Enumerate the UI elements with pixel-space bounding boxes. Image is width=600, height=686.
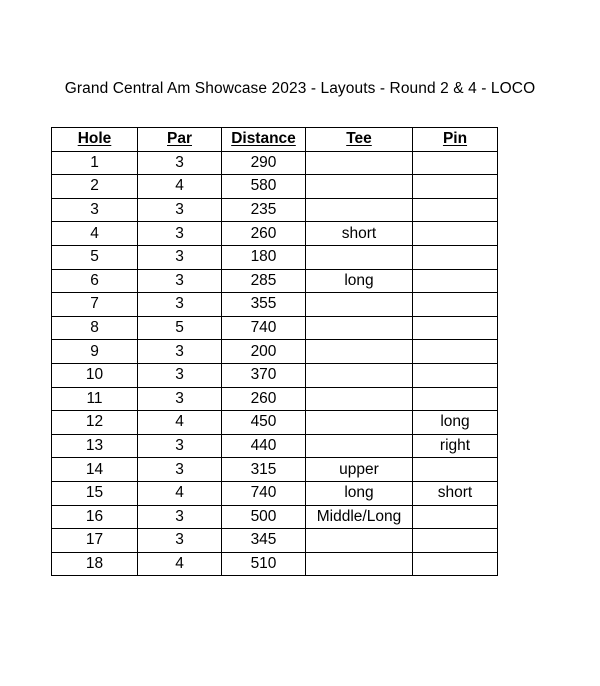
distance-cell: 345 — [222, 529, 306, 553]
table-row — [52, 151, 498, 175]
hole-cell: 2 — [52, 175, 138, 199]
tee-cell — [306, 363, 413, 387]
hole-cell: 8 — [52, 316, 138, 340]
par-cell: 3 — [138, 529, 222, 553]
tee-cell: short — [306, 222, 413, 246]
par-cell: 3 — [138, 458, 222, 482]
par-cell: 3 — [138, 505, 222, 529]
tee-cell — [306, 387, 413, 411]
column-header-par: Par — [138, 128, 222, 152]
distance-cell: 290 — [222, 151, 306, 175]
par-cell: 3 — [138, 269, 222, 293]
par-cell: 4 — [138, 552, 222, 576]
pin-cell — [413, 552, 498, 576]
table-row — [52, 269, 498, 293]
column-header-pin: Pin — [413, 128, 498, 152]
hole-cell: 6 — [52, 269, 138, 293]
hole-cell: 14 — [52, 458, 138, 482]
tee-cell — [306, 245, 413, 269]
table-row — [52, 198, 498, 222]
table-row — [52, 505, 498, 529]
pin-cell — [413, 458, 498, 482]
hole-cell: 4 — [52, 222, 138, 246]
hole-cell: 12 — [52, 411, 138, 435]
par-cell: 3 — [138, 387, 222, 411]
hole-cell: 17 — [52, 529, 138, 553]
tee-cell — [306, 293, 413, 317]
pin-cell — [413, 269, 498, 293]
table-row — [52, 434, 498, 458]
table-row — [52, 529, 498, 553]
distance-cell: 580 — [222, 175, 306, 199]
par-cell: 3 — [138, 198, 222, 222]
pin-cell — [413, 387, 498, 411]
tee-cell: long — [306, 269, 413, 293]
pin-cell — [413, 198, 498, 222]
table-row — [52, 481, 498, 505]
table-row — [52, 316, 498, 340]
distance-cell: 285 — [222, 269, 306, 293]
hole-cell: 11 — [52, 387, 138, 411]
hole-cell: 7 — [52, 293, 138, 317]
table-row — [52, 175, 498, 199]
distance-cell: 260 — [222, 387, 306, 411]
table-row — [52, 411, 498, 435]
distance-cell: 355 — [222, 293, 306, 317]
pin-cell — [413, 363, 498, 387]
layout-table — [51, 127, 498, 576]
hole-cell: 13 — [52, 434, 138, 458]
pin-cell — [413, 151, 498, 175]
pin-cell — [413, 175, 498, 199]
tee-cell — [306, 552, 413, 576]
column-header-tee: Tee — [306, 128, 413, 152]
hole-cell: 18 — [52, 552, 138, 576]
par-cell: 3 — [138, 340, 222, 364]
par-cell: 4 — [138, 411, 222, 435]
distance-cell: 180 — [222, 245, 306, 269]
table-row — [52, 552, 498, 576]
tee-cell — [306, 434, 413, 458]
distance-cell: 740 — [222, 316, 306, 340]
table-row — [52, 340, 498, 364]
tee-cell — [306, 411, 413, 435]
hole-cell: 5 — [52, 245, 138, 269]
hole-cell: 15 — [52, 481, 138, 505]
distance-cell: 200 — [222, 340, 306, 364]
hole-cell: 3 — [52, 198, 138, 222]
tee-cell: Middle/Long — [306, 505, 413, 529]
distance-cell: 260 — [222, 222, 306, 246]
tee-cell — [306, 316, 413, 340]
distance-cell: 740 — [222, 481, 306, 505]
pin-cell — [413, 505, 498, 529]
tee-cell — [306, 198, 413, 222]
pin-cell — [413, 293, 498, 317]
hole-cell: 10 — [52, 363, 138, 387]
distance-cell: 500 — [222, 505, 306, 529]
table-row — [52, 458, 498, 482]
par-cell: 3 — [138, 293, 222, 317]
distance-cell: 370 — [222, 363, 306, 387]
distance-cell: 510 — [222, 552, 306, 576]
hole-cell: 16 — [52, 505, 138, 529]
distance-cell: 235 — [222, 198, 306, 222]
table-row — [52, 293, 498, 317]
par-cell: 3 — [138, 434, 222, 458]
hole-cell: 1 — [52, 151, 138, 175]
table-header-row — [52, 128, 498, 152]
tee-cell — [306, 175, 413, 199]
distance-cell: 450 — [222, 411, 306, 435]
par-cell: 3 — [138, 222, 222, 246]
tee-cell: upper — [306, 458, 413, 482]
tee-cell: long — [306, 481, 413, 505]
pin-cell — [413, 316, 498, 340]
table-row — [52, 222, 498, 246]
table-row — [52, 363, 498, 387]
tee-cell — [306, 529, 413, 553]
table-row — [52, 245, 498, 269]
page-title: Grand Central Am Showcase 2023 - Layouts - Round 2 & 4 - LOCO — [64, 80, 536, 97]
par-cell: 3 — [138, 151, 222, 175]
par-cell: 5 — [138, 316, 222, 340]
pin-cell — [413, 222, 498, 246]
tee-cell — [306, 151, 413, 175]
pin-cell: long — [413, 411, 498, 435]
column-header-hole: Hole — [52, 128, 138, 152]
distance-cell: 440 — [222, 434, 306, 458]
par-cell: 4 — [138, 481, 222, 505]
tee-cell — [306, 340, 413, 364]
column-header-distance: Distance — [222, 128, 306, 152]
pin-cell: short — [413, 481, 498, 505]
table-row — [52, 387, 498, 411]
par-cell: 3 — [138, 363, 222, 387]
pin-cell — [413, 245, 498, 269]
table-body — [52, 151, 498, 576]
par-cell: 3 — [138, 245, 222, 269]
pin-cell — [413, 340, 498, 364]
pin-cell — [413, 529, 498, 553]
hole-cell: 9 — [52, 340, 138, 364]
par-cell: 4 — [138, 175, 222, 199]
pin-cell: right — [413, 434, 498, 458]
distance-cell: 315 — [222, 458, 306, 482]
